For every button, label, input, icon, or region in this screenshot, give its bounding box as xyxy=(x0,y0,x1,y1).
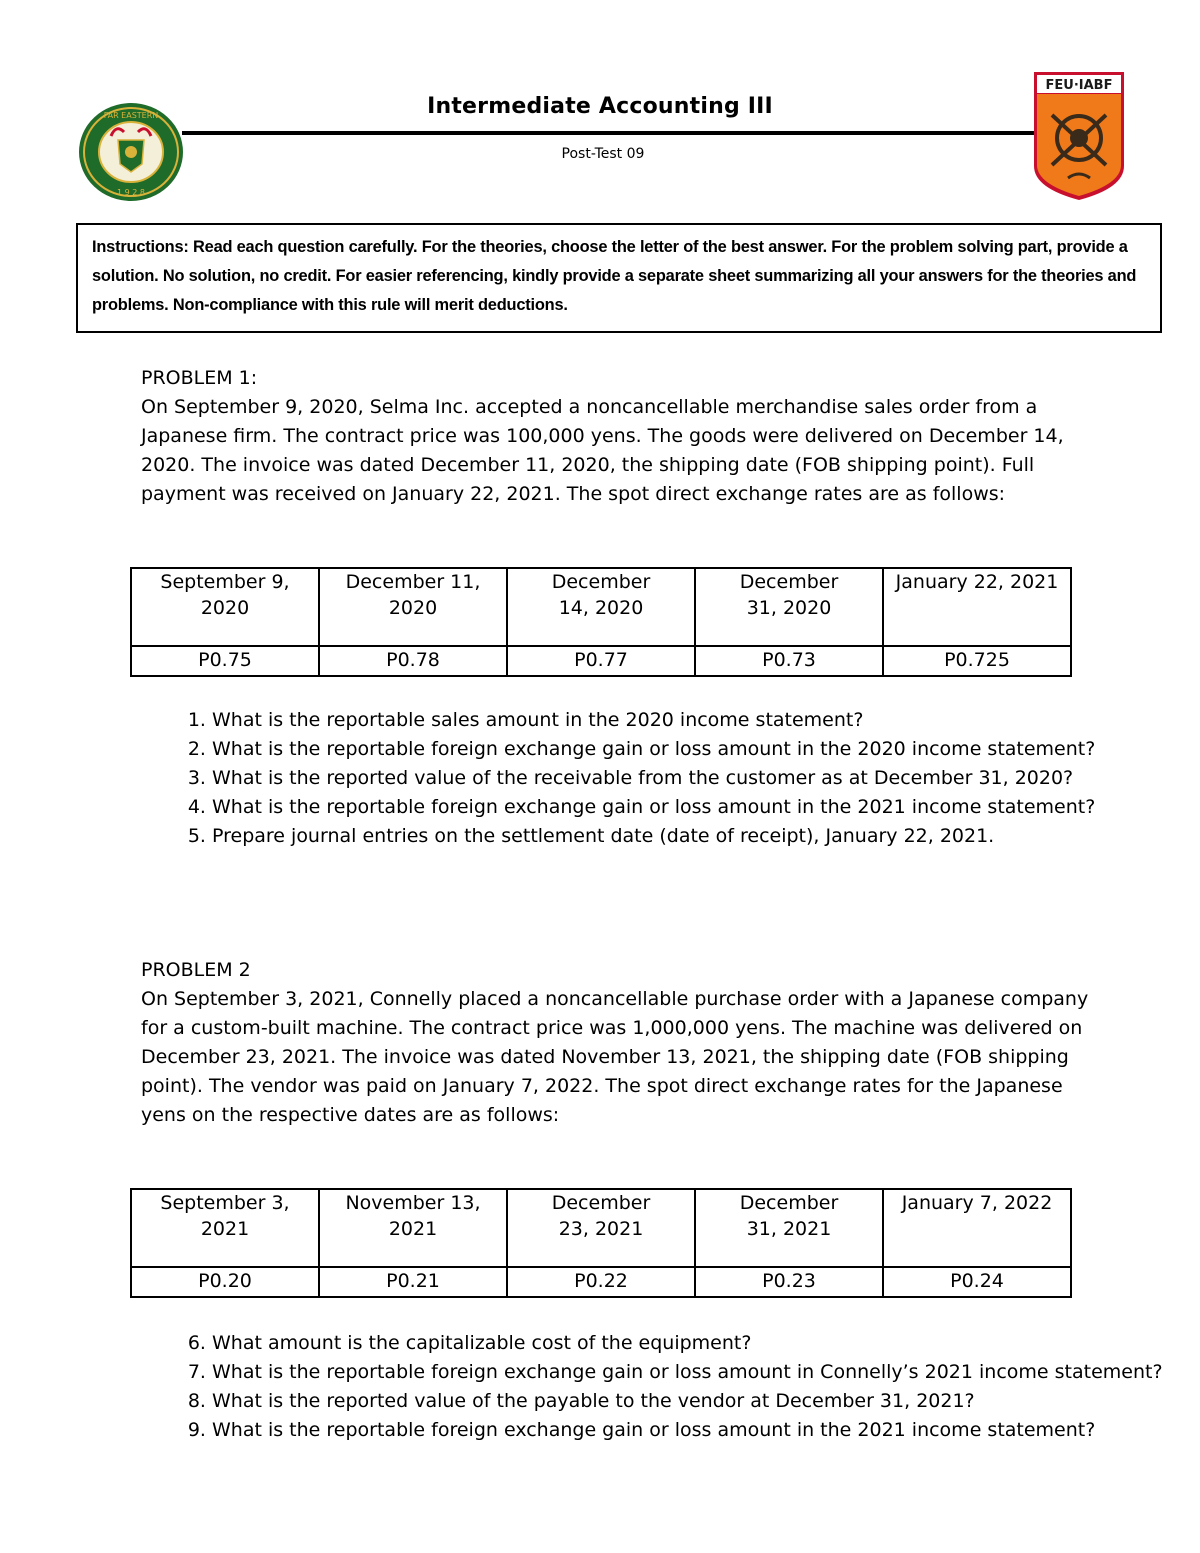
question-item: 4. What is the reportable foreign exchange gain or loss amount in the 2021 income statement? xyxy=(212,795,1172,820)
table-rate-row xyxy=(131,1267,1071,1297)
table-rate-cell: P0.73 xyxy=(695,646,883,676)
question-item: 5. Prepare journal entries on the settlement date (date of receipt), January 22, 2021. xyxy=(212,824,1172,849)
table-rate-cell: P0.78 xyxy=(319,646,507,676)
table-date-cell xyxy=(507,1189,695,1267)
question-item: 2. What is the reportable foreign exchange gain or loss amount in the 2020 income statement? xyxy=(212,737,1172,762)
table-date-cell xyxy=(507,568,695,646)
table-rate-row xyxy=(131,646,1071,676)
instructions-box: Instructions: Read each question carefully. For the theories, choose the letter of the best answer. For the problem solving part, provide a solution. No solution, no credit. For easier referencing, kindly provide a separate sheet summarizing all your answers for the theories and problems. Non-compliance with this rule will merit deductions. xyxy=(76,223,1162,333)
table-date-cell: January 22, 2021 xyxy=(883,568,1071,646)
question-item: 8. What is the reported value of the payable to the vendor at December 31, 2021? xyxy=(212,1389,1172,1414)
table-date-cell xyxy=(695,1189,883,1267)
table-rate-cell: P0.22 xyxy=(507,1267,695,1297)
table-date-cell: January 7, 2022 xyxy=(883,1189,1071,1267)
problem-2-questions xyxy=(168,1331,1172,1447)
question-item: 3. What is the reported value of the receivable from the customer as at December 31, 2020? xyxy=(212,766,1172,791)
table-header-row xyxy=(131,568,1071,646)
problem-1-rates-table xyxy=(130,567,1072,677)
question-item: 6. What amount is the capitalizable cost of the equipment? xyxy=(212,1331,1172,1356)
table-rate-cell: P0.75 xyxy=(131,646,319,676)
problem-2-text: On September 3, 2021, Connelly placed a noncancellable purchase order with a Japanese company for a custom-built machine. The contract price was 1,000,000 yens. The machine was delivered on December 23, 2021. The invoice was dated November 13, 2021, the shipping date (FOB shipping point). The vendor was paid on January 7, 2022. The spot direct exchange rates for the Japanese yens on the respective dates are as follows: xyxy=(141,988,1089,1126)
table-date-cell: September 9, 2020 xyxy=(131,568,319,646)
table-header-row xyxy=(131,1189,1071,1267)
problem-2-rates-table xyxy=(130,1188,1072,1298)
table-date-cell: November 13, 2021 xyxy=(319,1189,507,1267)
table-rate-cell: P0.725 xyxy=(883,646,1071,676)
table-date-text: December 23, 2021 xyxy=(551,1192,651,1240)
problem-1-questions xyxy=(168,708,1172,853)
svg-text:1 9 2 8: 1 9 2 8 xyxy=(117,188,145,197)
problem-1-text: On September 9, 2020, Selma Inc. accepted a noncancellable merchandise sales order from a Japanese firm. The contract price was 100,000 yens. The goods were delivered on December 14, 2020. The invoice was dated December 11, 2020, the shipping date (FOB shipping point). Full payment was received on January 22, 2021. The spot direct exchange rates are as follows: xyxy=(141,396,1064,505)
table-date-text: December 31, 2021 xyxy=(739,1192,839,1240)
table-rate-cell: P0.21 xyxy=(319,1267,507,1297)
document-subtitle: Post-Test 09 xyxy=(561,146,645,162)
question-item: 1. What is the reportable sales amount in the 2020 income statement? xyxy=(212,708,1172,733)
document-title: Intermediate Accounting III xyxy=(427,94,773,119)
problem-2 xyxy=(141,956,1101,1130)
svg-text:FEU·IABF: FEU·IABF xyxy=(1045,78,1113,93)
question-item: 9. What is the reportable foreign exchange gain or loss amount in the 2021 income statement? xyxy=(212,1418,1172,1443)
problem-2-heading: PROBLEM 2 xyxy=(141,959,251,981)
table-rate-cell: P0.24 xyxy=(883,1267,1071,1297)
svg-text:FAR EASTERN: FAR EASTERN xyxy=(103,111,159,120)
header-divider xyxy=(182,131,1034,135)
table-date-cell xyxy=(695,568,883,646)
table-date-cell: September 3, 2021 xyxy=(131,1189,319,1267)
feu-iabf-shield-logo xyxy=(1032,70,1126,202)
table-date-text: December 14, 2020 xyxy=(551,571,651,619)
question-item: 7. What is the reportable foreign exchange gain or loss amount in Connelly’s 2021 income statement? xyxy=(212,1360,1172,1385)
table-rate-cell: P0.20 xyxy=(131,1267,319,1297)
problem-1 xyxy=(141,364,1101,509)
problem-1-heading: PROBLEM 1: xyxy=(141,367,258,389)
table-rate-cell: P0.23 xyxy=(695,1267,883,1297)
table-rate-cell: P0.77 xyxy=(507,646,695,676)
table-date-cell: December 11, 2020 xyxy=(319,568,507,646)
table-date-text: December 31, 2020 xyxy=(739,571,839,619)
